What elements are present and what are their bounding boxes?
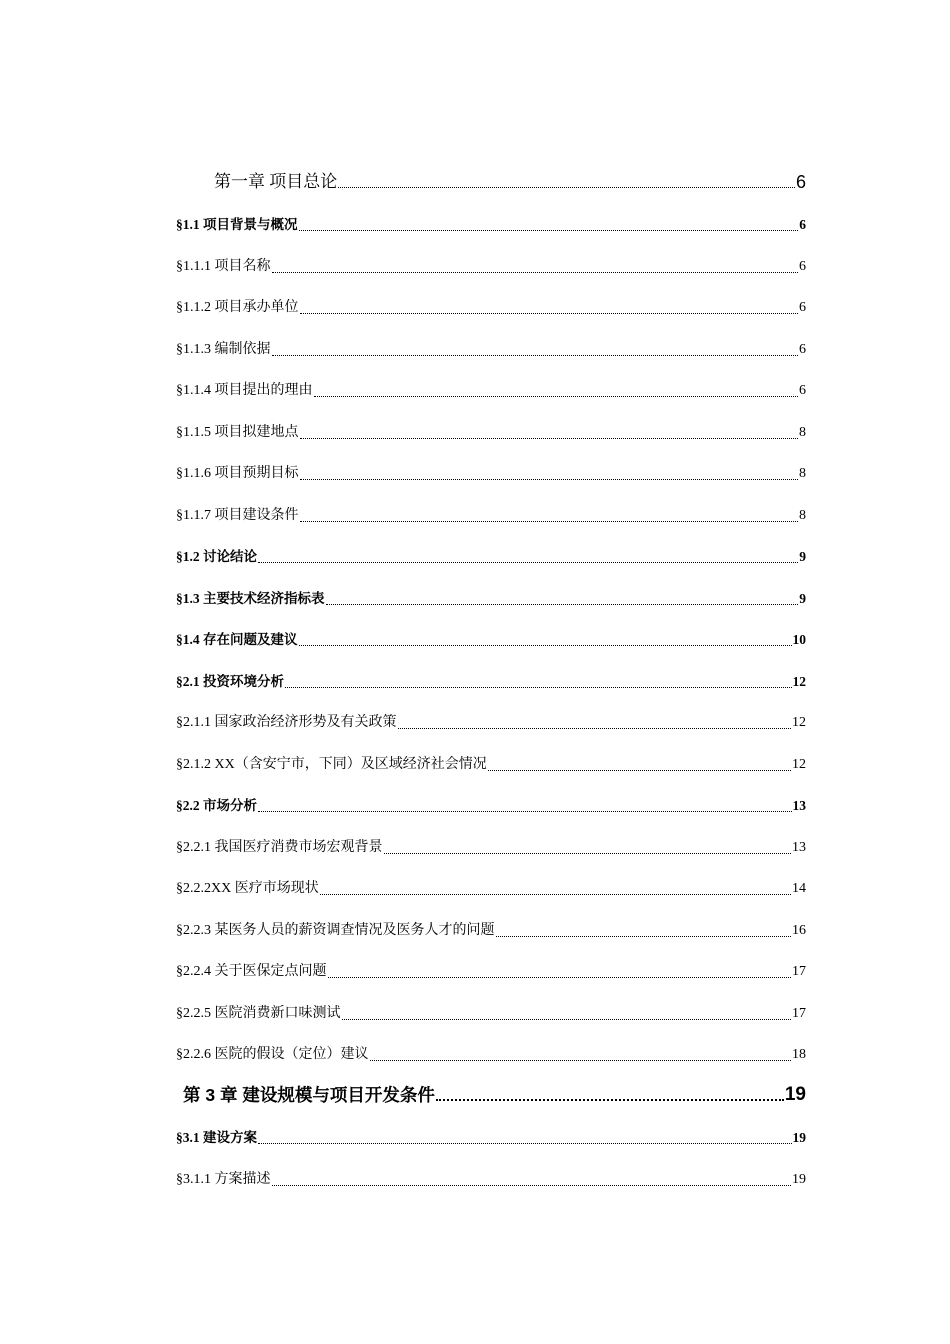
toc-entry-2-1[interactable] — [176, 673, 806, 691]
toc-entry-1-1[interactable] — [176, 216, 806, 234]
toc-title: §2.2.6 医院的假设（定位）建议 — [176, 1047, 369, 1062]
toc-leader-dots — [320, 894, 791, 895]
toc-entry-1-1-6[interactable] — [176, 465, 806, 483]
toc-page-number: 12 — [792, 674, 806, 689]
toc-leader-dots — [314, 396, 799, 397]
toc-entry-chapter-1[interactable] — [214, 172, 806, 192]
toc-title: §3.1 建设方案 — [176, 1130, 257, 1145]
toc-leader-dots — [258, 562, 798, 563]
toc-title: §2.1.1 国家政治经济形势及有关政策 — [176, 715, 397, 730]
toc-entry-3-1[interactable] — [176, 1129, 806, 1147]
toc-leader-dots — [328, 977, 792, 978]
toc-entry-2-2-3[interactable] — [176, 922, 806, 940]
toc-entry-2-2-5[interactable] — [176, 1005, 806, 1023]
toc-page-number: 19 — [784, 1084, 806, 1105]
toc-page-number: 8 — [799, 508, 806, 523]
toc-leader-dots — [258, 811, 792, 812]
toc-title: §1.1.6 项目预期目标 — [176, 466, 299, 481]
toc-leader-dots — [398, 728, 792, 729]
toc-leader-dots — [384, 853, 792, 854]
toc-leader-dots — [370, 1060, 792, 1061]
toc-title: §1.4 存在问题及建议 — [176, 632, 298, 647]
toc-title: §1.3 主要技术经济指标表 — [176, 591, 325, 606]
toc-page-number: 6 — [795, 172, 806, 192]
toc-entry-1-1-4[interactable] — [176, 382, 806, 400]
toc-page-number: 12 — [792, 757, 806, 772]
toc-title: 第 3 章 建设规模与项目开发条件 — [183, 1085, 435, 1105]
toc-page-number: 13 — [792, 840, 806, 855]
toc-title: §2.1.2 XX（含安宁市，下同）及区域经济社会情况 — [176, 757, 487, 772]
toc-page-number: 6 — [799, 300, 806, 315]
toc-entry-2-1-1[interactable] — [176, 714, 806, 732]
toc-page-number: 6 — [799, 342, 806, 357]
toc-page-number: 17 — [792, 964, 806, 979]
toc-title: §2.2.1 我国医疗消费市场宏观背景 — [176, 840, 383, 855]
toc-entry-2-2-2[interactable] — [176, 880, 806, 898]
toc-entry-3-1-1[interactable] — [176, 1171, 806, 1189]
toc-page-number: 6 — [799, 383, 806, 398]
toc-page-number: 8 — [799, 466, 806, 481]
toc-page-number: 12 — [792, 715, 806, 730]
toc-title: §1.1 项目背景与概况 — [176, 217, 298, 232]
toc-leader-dots — [342, 1019, 792, 1020]
toc-entry-2-2-6[interactable] — [176, 1046, 806, 1064]
toc-page-number: 16 — [792, 923, 806, 938]
toc-leader-dots — [300, 313, 799, 314]
toc-leader-dots — [300, 438, 799, 439]
toc-leader-dots — [436, 1099, 784, 1101]
toc-page-number: 6 — [799, 217, 806, 232]
toc-leader-dots — [299, 230, 799, 231]
toc-title: §2.1 投资环境分析 — [176, 674, 284, 689]
toc-title: §1.1.5 项目拟建地点 — [176, 425, 299, 440]
toc-page-number: 17 — [792, 1006, 806, 1021]
toc-leader-dots — [338, 187, 795, 188]
toc-title: §1.1.3 编制依据 — [176, 342, 271, 357]
toc-entry-1-2[interactable] — [176, 548, 806, 566]
toc-entry-2-1-2[interactable] — [176, 756, 806, 774]
toc-title: §2.2.2XX 医疗市场现状 — [176, 881, 319, 896]
toc-title: §3.1.1 方案描述 — [176, 1172, 271, 1187]
toc-entry-1-4[interactable] — [176, 631, 806, 649]
toc-entry-2-2-4[interactable] — [176, 963, 806, 981]
toc-entry-1-3[interactable] — [176, 590, 806, 608]
toc-title: §1.1.7 项目建设条件 — [176, 508, 299, 523]
toc-page-number: 9 — [799, 549, 806, 564]
toc-page-number: 19 — [792, 1172, 806, 1187]
toc-title: §2.2.3 某医务人员的薪资调查情况及医务人才的问题 — [176, 923, 495, 938]
toc-title: §2.2.4 关于医保定点问题 — [176, 964, 327, 979]
toc-entry-2-2[interactable] — [176, 797, 806, 815]
toc-page-number: 9 — [799, 591, 806, 606]
toc-page-number: 19 — [792, 1130, 806, 1145]
toc-leader-dots — [300, 479, 799, 480]
toc-entry-chapter-3[interactable] — [183, 1085, 806, 1105]
toc-page-number: 8 — [799, 425, 806, 440]
toc-leader-dots — [272, 1185, 792, 1186]
toc-leader-dots — [488, 770, 791, 771]
toc-entry-1-1-7[interactable] — [176, 507, 806, 525]
toc-leader-dots — [258, 1143, 792, 1144]
toc-entry-1-1-5[interactable] — [176, 424, 806, 442]
toc-leader-dots — [300, 521, 799, 522]
toc-title: §1.1.1 项目名称 — [176, 259, 271, 274]
toc-entry-1-1-2[interactable] — [176, 299, 806, 317]
toc-leader-dots — [272, 272, 799, 273]
toc-title: 第一章 项目总论 — [214, 172, 338, 191]
toc-title: §1.2 讨论结论 — [176, 549, 257, 564]
toc-leader-dots — [299, 645, 792, 646]
toc-entry-1-1-1[interactable] — [176, 258, 806, 276]
toc-entry-2-2-1[interactable] — [176, 839, 806, 857]
toc-leader-dots — [496, 936, 792, 937]
toc-title: §2.2.5 医院消费新口味测试 — [176, 1006, 341, 1021]
toc-page-number: 13 — [792, 798, 806, 813]
toc-leader-dots — [285, 687, 792, 688]
toc-title: §2.2 市场分析 — [176, 798, 257, 813]
toc-entry-1-1-3[interactable] — [176, 341, 806, 359]
toc-leader-dots — [272, 355, 799, 356]
toc-leader-dots — [326, 604, 799, 605]
toc-title: §1.1.2 项目承办单位 — [176, 300, 299, 315]
toc-page-number: 14 — [792, 881, 806, 896]
toc-title: §1.1.4 项目提出的理由 — [176, 383, 313, 398]
toc-page-number: 6 — [799, 259, 806, 274]
toc-page-number: 10 — [792, 632, 806, 647]
toc-page-number: 18 — [792, 1047, 806, 1062]
